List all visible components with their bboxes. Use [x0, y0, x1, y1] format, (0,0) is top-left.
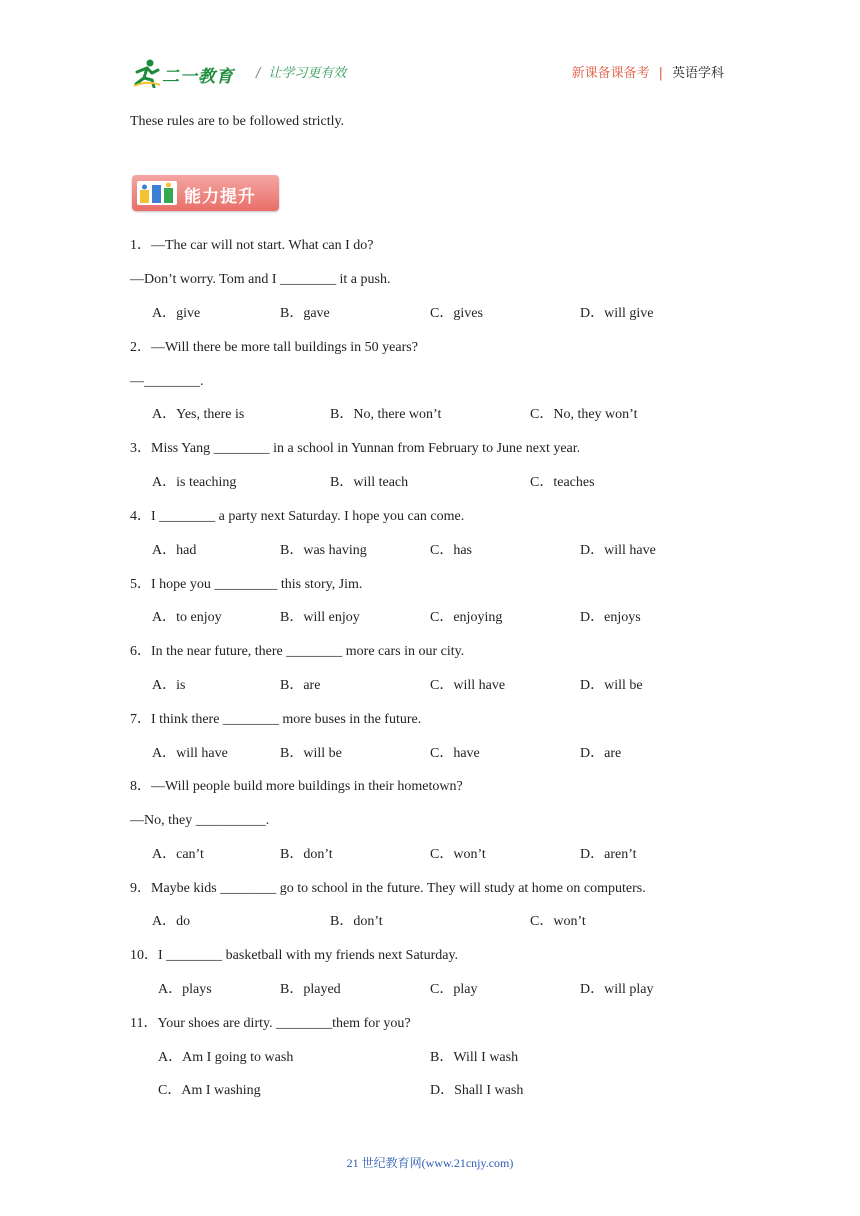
- option-c[interactable]: C．play: [430, 982, 478, 997]
- option-a[interactable]: A．can’t: [152, 847, 204, 862]
- option-c[interactable]: C．gives: [430, 306, 483, 321]
- option-d[interactable]: D．enjoys: [580, 610, 641, 625]
- bar-chart-icon: [137, 181, 177, 205]
- question-text: 5．I hope you _________ this story, Jim.: [130, 577, 363, 592]
- option-c[interactable]: C．have: [430, 746, 480, 761]
- option-b[interactable]: B．No, there won’t: [330, 407, 442, 422]
- option-b[interactable]: B．gave: [280, 306, 330, 321]
- option-a[interactable]: A．do: [152, 914, 191, 929]
- option-b[interactable]: B．Will I wash: [430, 1050, 519, 1065]
- option-a[interactable]: A．is: [152, 678, 186, 693]
- subject-label: 英语学科: [671, 66, 724, 81]
- option-d[interactable]: D．will have: [580, 543, 656, 558]
- option-b[interactable]: B．will teach: [330, 475, 409, 490]
- option-c[interactable]: C．teaches: [530, 475, 595, 490]
- option-d[interactable]: D．will play: [580, 982, 654, 997]
- option-b[interactable]: B．don’t: [330, 914, 383, 929]
- option-a[interactable]: A．plays: [158, 982, 212, 997]
- section-banner: [132, 175, 279, 211]
- question-text: 7．I think there ________ more buses in the future.: [130, 712, 422, 727]
- question-text: 11．Your shoes are dirty. ________them for you?: [130, 1016, 411, 1031]
- option-b[interactable]: B．was having: [280, 543, 367, 558]
- option-c[interactable]: C．has: [430, 543, 472, 558]
- question-text: 9．Maybe kids ________ go to school in the future. They will study at home on computers.: [130, 881, 646, 896]
- question-text: 8．—Will people build more buildings in their hometown?: [130, 779, 463, 794]
- slogan: [256, 62, 346, 81]
- banner-label: 能力提升: [184, 187, 256, 207]
- option-a[interactable]: A．Am I going to wash: [158, 1050, 294, 1065]
- option-a[interactable]: A．will have: [152, 746, 228, 761]
- option-a[interactable]: A．give: [152, 306, 201, 321]
- option-a[interactable]: A．is teaching: [152, 475, 237, 490]
- option-b[interactable]: B．don’t: [280, 847, 333, 862]
- header-divider: |: [658, 66, 663, 81]
- option-a[interactable]: A．to enjoy: [152, 610, 222, 625]
- option-c[interactable]: C．No, they won’t: [530, 407, 638, 422]
- option-c[interactable]: C．Am I washing: [158, 1083, 261, 1098]
- option-d[interactable]: D．are: [580, 746, 622, 761]
- option-b[interactable]: B．will enjoy: [280, 610, 360, 625]
- option-c[interactable]: C．won’t: [430, 847, 486, 862]
- option-d[interactable]: D．will be: [580, 678, 643, 693]
- question-text: —Don’t worry. Tom and I ________ it a push.: [130, 272, 391, 287]
- option-a[interactable]: A．Yes, there is: [152, 407, 245, 422]
- question-text: —________.: [130, 374, 204, 389]
- question-text: 2．—Will there be more tall buildings in 50 years?: [130, 340, 418, 355]
- question-text: —No, they __________.: [130, 813, 270, 828]
- option-c[interactable]: C．won’t: [530, 914, 586, 929]
- option-d[interactable]: D．aren’t: [580, 847, 637, 862]
- logo-text: 二一教育: [162, 67, 234, 87]
- question-text: 6．In the near future, there ________ more cars in our city.: [130, 644, 465, 659]
- intro-text: These rules are to be followed strictly.: [130, 114, 345, 129]
- option-a[interactable]: A．had: [152, 543, 197, 558]
- option-d[interactable]: D．Shall I wash: [430, 1083, 524, 1098]
- option-b[interactable]: B．played: [280, 982, 341, 997]
- option-b[interactable]: B．are: [280, 678, 321, 693]
- question-text: 1．—The car will not start. What can I do?: [130, 238, 374, 253]
- option-b[interactable]: B．will be: [280, 746, 342, 761]
- question-text: 10．I ________ basketball with my friends next Saturday.: [130, 948, 459, 963]
- page-header: [0, 0, 860, 100]
- slogan-text: 让学习更有效: [268, 66, 347, 81]
- slogan-slash: /: [256, 66, 261, 81]
- runner-logo-icon: [132, 58, 162, 88]
- page-footer[interactable]: 21 世纪教育网(www.21cnjy.com): [346, 1156, 514, 1170]
- exam-label: 新课备课备考: [571, 66, 650, 81]
- question-text: 4．I ________ a party next Saturday. I hope you can come.: [130, 509, 465, 524]
- question-text: 3．Miss Yang ________ in a school in Yunnan from February to June next year.: [130, 441, 581, 456]
- site-logo[interactable]: [132, 58, 242, 90]
- option-c[interactable]: C．will have: [430, 678, 506, 693]
- option-d[interactable]: D．will give: [580, 306, 654, 321]
- option-c[interactable]: C．enjoying: [430, 610, 503, 625]
- header-right: [572, 62, 724, 81]
